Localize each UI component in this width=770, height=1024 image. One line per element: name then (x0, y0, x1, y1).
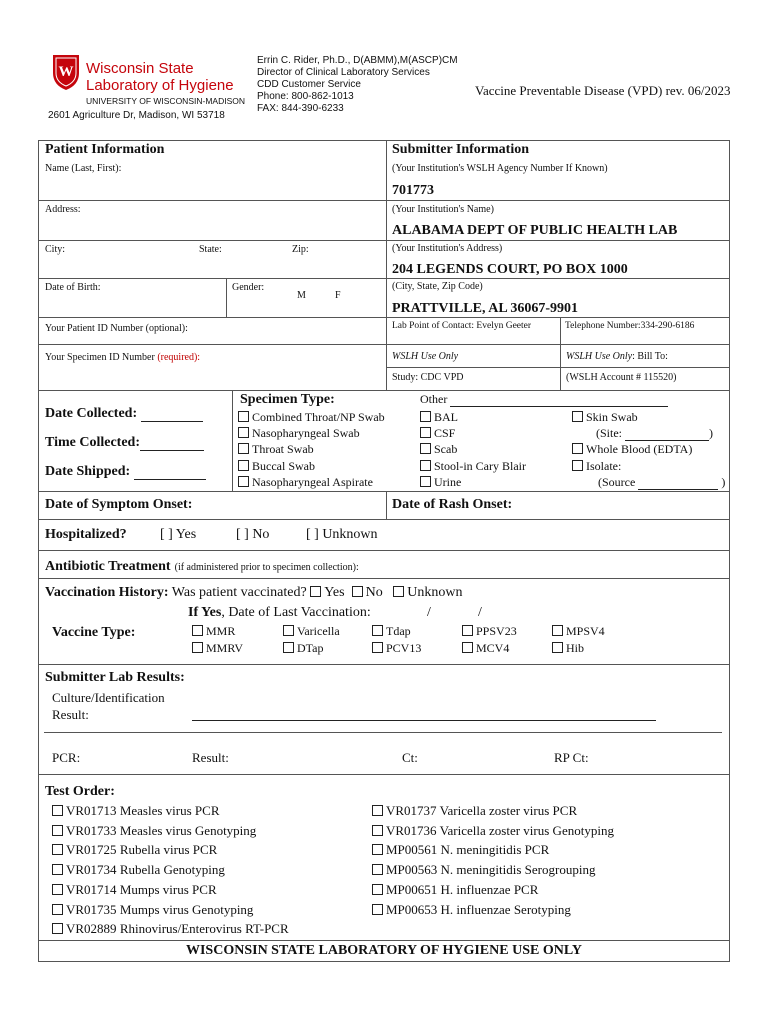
test-order-item[interactable]: MP00653 H. influenzae Serotyping (372, 900, 614, 920)
study: Study: CDC VPD (392, 372, 464, 383)
fax: FAX: 844-390-6233 (257, 103, 344, 114)
checkbox[interactable] (52, 884, 63, 895)
date-shipped-field[interactable] (134, 479, 206, 480)
site-field[interactable]: (Site: ) (596, 426, 713, 441)
lab-results-heading: Submitter Lab Results: (45, 670, 185, 685)
hospitalized-unknown[interactable]: [ ] Unknown (306, 527, 378, 542)
checkbox[interactable] (238, 460, 249, 471)
culture-result-field[interactable] (192, 706, 656, 721)
specimen-option[interactable]: CSF (420, 425, 526, 441)
logo-line3: UNIVERSITY OF WISCONSIN-MADISON (86, 96, 245, 106)
specimen-option[interactable]: Scab (420, 441, 526, 457)
pcr-label: PCR: (52, 750, 81, 765)
hospitalized-yes[interactable]: [ ] Yes (160, 527, 197, 542)
vaccine-hib[interactable]: Hib (552, 641, 584, 656)
checkbox[interactable] (52, 844, 63, 855)
patient-id-label: Your Patient ID Number (optional): (45, 323, 188, 334)
test-order-item[interactable]: MP00651 H. influenzae PCR (372, 880, 614, 900)
checkbox[interactable] (420, 476, 431, 487)
time-collected-label: Time Collected: (45, 435, 204, 451)
patient-state-label: State: (199, 244, 222, 255)
checkbox[interactable] (52, 805, 63, 816)
institution-address-value[interactable]: 204 LEGENDS COURT, PO BOX 1000 (392, 262, 628, 277)
patient-zip-label: Zip: (292, 244, 309, 255)
checkbox[interactable] (372, 884, 383, 895)
pcr-result-label: Result: (192, 750, 229, 765)
test-order-item[interactable]: VR01713 Measles virus PCR (52, 801, 289, 821)
checkbox[interactable] (192, 642, 203, 653)
test-order-right (372, 801, 614, 919)
specimen-id-label: Your Specimen ID Number (required): (45, 352, 201, 363)
specimen-col3 (572, 409, 725, 490)
test-order-item[interactable]: VR01736 Varicella zoster virus Genotyping (372, 821, 614, 841)
checkbox[interactable] (572, 460, 583, 471)
city-state-zip-value[interactable]: PRATTVILLE, AL 36067-9901 (392, 301, 579, 316)
director-title: Director of Clinical Laboratory Services (257, 67, 430, 78)
checkbox[interactable] (372, 864, 383, 875)
specimen-option[interactable]: Nasopharyngeal Aspirate (238, 474, 385, 490)
director-name: Errin C. Rider, Ph.D., D(ABMM),M(ASCP)CM (257, 55, 458, 66)
vaccine-mpsv4[interactable]: MPSV4 (552, 624, 605, 639)
vaccine-mmrv[interactable]: MMRV (192, 641, 243, 656)
checkbox[interactable] (420, 443, 431, 454)
test-order-item[interactable]: VR01714 Mumps virus PCR (52, 880, 289, 900)
specimen-col2 (420, 409, 526, 490)
checkbox[interactable] (372, 805, 383, 816)
rash-onset-label: Date of Rash Onset: (392, 497, 513, 512)
vaccination-history: Vaccination History: Was patient vaccinated? Yes No Unknown (45, 585, 463, 600)
date-slash-2: / (478, 605, 482, 620)
specimen-option[interactable]: Buccal Swab (238, 458, 385, 474)
patient-address-label: Address: (45, 204, 81, 215)
date-shipped-label: Date Shipped: (45, 464, 206, 480)
specimen-option[interactable]: Isolate: (572, 458, 725, 474)
checkbox[interactable] (238, 427, 249, 438)
date-slash-1: / (427, 605, 431, 620)
checkbox[interactable] (52, 904, 63, 915)
checkbox[interactable] (372, 904, 383, 915)
checkbox[interactable] (352, 586, 363, 597)
vaccine-tdap[interactable]: Tdap (372, 624, 411, 639)
other-specimen-field[interactable] (450, 406, 668, 407)
checkbox[interactable] (52, 864, 63, 875)
vaccine-varicella[interactable]: Varicella (283, 624, 340, 639)
test-order-item[interactable]: VR01725 Rubella virus PCR (52, 840, 289, 860)
rp-ct-label: RP Ct: (554, 750, 589, 765)
specimen-other: Other (420, 392, 668, 407)
vaccine-type-label: Vaccine Type: (52, 625, 136, 640)
patient-dob-label: Date of Birth: (45, 282, 101, 293)
wslh-account: (WSLH Account # 115520) (566, 372, 677, 383)
telephone-number: Telephone Number:334-290-6186 (565, 321, 695, 331)
submitter-info-heading: Submitter Information (392, 142, 530, 157)
checkbox[interactable] (462, 642, 473, 653)
patient-info-heading: Patient Information (45, 142, 165, 157)
time-collected-field[interactable] (140, 450, 204, 451)
checkbox[interactable] (192, 625, 203, 636)
checkbox[interactable] (52, 923, 63, 934)
test-order-heading: Test Order: (45, 784, 115, 799)
checkbox[interactable] (572, 443, 583, 454)
checkbox[interactable] (310, 586, 321, 597)
test-order-item[interactable]: MP00561 N. meningitidis PCR (372, 840, 614, 860)
specimen-option[interactable]: Stool-in Cary Blair (420, 458, 526, 474)
test-order-item[interactable]: MP00563 N. meningitidis Serogrouping (372, 860, 614, 880)
specimen-type-heading: Specimen Type: (240, 392, 335, 407)
vaccine-mcv4[interactable]: MCV4 (462, 641, 509, 656)
checkbox[interactable] (572, 411, 583, 422)
last-vaccination-date: If Yes, Date of Last Vaccination: (188, 605, 371, 620)
hospitalized-no[interactable]: [ ] No (236, 527, 270, 542)
vaccinated-yes[interactable]: Yes (310, 585, 344, 600)
antibiotic-treatment: Antibiotic Treatment (if administered prior to specimen collection): (45, 559, 359, 574)
checkbox[interactable] (372, 625, 383, 636)
checkbox[interactable] (420, 411, 431, 422)
source-field[interactable]: (Source ) (598, 474, 726, 489)
date-collected-label: Date Collected: (45, 406, 203, 422)
specimen-option[interactable]: Nasopharyngeal Swab (238, 425, 385, 441)
specimen-option[interactable]: Throat Swab (238, 441, 385, 457)
checkbox[interactable] (393, 586, 404, 597)
test-order-item[interactable]: VR02889 Rhinovirus/Enterovirus RT-PCR (52, 919, 289, 939)
test-order-item[interactable]: VR01734 Rubella Genotyping (52, 860, 289, 880)
required-note: (required): (157, 352, 201, 363)
culture-result-label: Result: (52, 707, 89, 722)
institution-address-label: (Your Institution's Address) (392, 243, 503, 254)
checkbox[interactable] (238, 411, 249, 422)
checkbox[interactable] (462, 625, 473, 636)
hospitalized-label: Hospitalized? (45, 527, 127, 542)
vaccine-ppsv23[interactable]: PPSV23 (462, 624, 517, 639)
wslh-use-only-footer: WISCONSIN STATE LABORATORY OF HYGIENE USE ONLY (185, 943, 582, 958)
lab-address: 2601 Agriculture Dr, Madison, WI 53718 (48, 110, 225, 121)
vaccinated-no[interactable]: No (352, 585, 383, 600)
test-order-left (52, 801, 289, 939)
specimen-option[interactable]: BAL (420, 409, 526, 425)
specimen-option[interactable]: Combined Throat/NP Swab (238, 409, 385, 425)
checkbox[interactable] (552, 642, 563, 653)
checkbox[interactable] (420, 460, 431, 471)
agency-number-label: (Your Institution's WSLH Agency Number If Known) (392, 163, 608, 174)
test-order-item[interactable]: VR01735 Mumps virus Genotyping (52, 900, 289, 920)
date-collected-field[interactable] (141, 421, 203, 422)
institution-name-value[interactable]: ALABAMA DEPT OF PUBLIC HEALTH LAB (392, 223, 678, 238)
wslh-bill-to: WSLH Use Only: Bill To: (566, 351, 668, 362)
specimen-col1 (238, 409, 385, 490)
test-order-item[interactable]: VR01737 Varicella zoster virus PCR (372, 801, 614, 821)
specimen-option[interactable]: Urine (420, 474, 526, 490)
wslh-use-only: WSLH Use Only (392, 351, 459, 362)
specimen-option[interactable]: Whole Blood (EDTA) (572, 441, 725, 457)
checkbox[interactable] (552, 625, 563, 636)
svg-text:W: W (58, 64, 74, 80)
patient-gender-label: Gender: (232, 282, 265, 293)
gender-f[interactable]: F (335, 290, 341, 301)
vaccine-mmr[interactable]: MMR (192, 624, 235, 639)
form-title: Vaccine Preventable Disease (VPD) rev. 06/2023 (475, 83, 731, 98)
culture-label: Culture/Identification (52, 690, 165, 705)
gender-m[interactable]: M (297, 290, 306, 301)
logo-line1: Wisconsin State (86, 60, 194, 77)
specimen-option[interactable]: Skin Swab (572, 409, 725, 425)
symptom-onset-label: Date of Symptom Onset: (45, 497, 193, 512)
checkbox[interactable] (372, 825, 383, 836)
agency-number-value[interactable]: 701773 (392, 183, 434, 198)
checkbox[interactable] (52, 825, 63, 836)
vaccine-pcv13[interactable]: PCV13 (372, 641, 421, 656)
patient-name-label: Name (Last, First): (45, 163, 122, 174)
checkbox[interactable] (372, 844, 383, 855)
wslh-logo-shield-icon (51, 51, 81, 91)
checkbox[interactable] (238, 443, 249, 454)
checkbox[interactable] (420, 427, 431, 438)
checkbox[interactable] (372, 642, 383, 653)
city-state-zip-label: (City, State, Zip Code) (392, 281, 483, 292)
phone: Phone: 800-862-1013 (257, 91, 354, 102)
test-order-item[interactable]: VR01733 Measles virus Genotyping (52, 821, 289, 841)
institution-name-label: (Your Institution's Name) (392, 204, 494, 215)
checkbox[interactable] (283, 642, 294, 653)
checkbox[interactable] (283, 625, 294, 636)
checkbox[interactable] (238, 476, 249, 487)
vaccine-dtap[interactable]: DTap (283, 641, 323, 656)
vaccinated-unknown[interactable]: Unknown (393, 585, 462, 600)
ct-label: Ct: (402, 750, 418, 765)
lab-contact: Lab Point of Contact: Evelyn Geeter (392, 321, 532, 331)
customer-service: CDD Customer Service (257, 79, 361, 90)
patient-city-label: City: (45, 244, 66, 255)
logo-line2: Laboratory of Hygiene (86, 77, 234, 94)
